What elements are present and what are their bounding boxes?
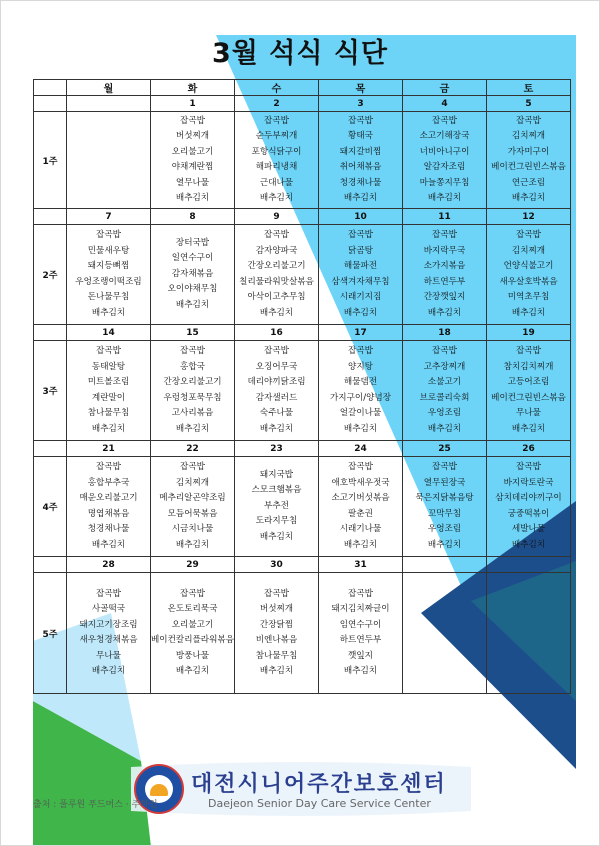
menu-item: 야채계란찜 [171,162,214,172]
date-row [34,325,571,341]
menu-cell [487,341,571,441]
menu-cell [319,573,403,694]
menu-item: 취어채볶음 [339,162,382,172]
menu-item: 우렁청포묵무침 [163,392,222,403]
date-row [34,96,571,112]
menu-item: 배추김치 [175,423,210,434]
menu-item: 홍합국 [180,361,205,372]
menu-item: 해파리냉채 [255,162,298,172]
menu-item: 숙주나물 [259,408,294,418]
menu-item: 잡곡밥 [516,346,541,356]
menu-item: 배추김치 [175,666,210,676]
menu-item: 배추김치 [259,307,294,318]
menu-item: 너비아니구이 [419,146,470,157]
menu-cell [403,225,487,325]
menu-item: 간장오리불고기 [247,261,306,271]
menu-item: 얼갈이나물 [339,408,382,418]
day-header: 목 [319,80,403,96]
menu-item: 간장닭찜 [259,619,294,630]
menu-item: 잡곡밥 [348,230,373,240]
menu-item: 미역초무침 [507,292,550,302]
menu-item: 잡곡밥 [516,115,541,126]
menu-item: 근대나물 [259,177,294,188]
date-cell: 16 [235,325,319,341]
menu-item: 잡곡밥 [432,346,457,356]
menu-item: 잡곡밥 [264,588,289,599]
date-cell: 28 [67,557,151,573]
menu-item: 잡곡밥 [264,115,289,126]
menu-item: 브로콜리숙회 [419,392,470,403]
menu-cell [319,112,403,209]
date-cell: 5 [487,96,571,112]
menu-item: 잡곡밥 [180,346,205,356]
menu-item: 고사리볶음 [171,408,214,418]
menu-item: 시금치나물 [171,524,214,534]
menu-item: 고추장찌개 [423,361,466,372]
menu-cell [151,573,235,694]
date-cell: 8 [151,209,235,225]
menu-item: 청경채나물 [87,524,130,534]
menu-item: 돼지김치짜글이 [331,604,390,614]
menu-item: 감자양파국 [255,245,298,256]
menu-item: 배추김치 [511,539,546,550]
menu-cell [235,573,319,694]
menu-row [34,341,571,441]
menu-item: 배추김치 [427,539,462,550]
menu-item: 열무나물 [175,177,210,188]
menu-item: 잡곡밥 [348,588,373,599]
date-cell: 11 [403,209,487,225]
menu-item: 배추김치 [427,423,462,434]
menu-item: 배추김치 [91,539,126,550]
menu-item: 배추김치 [427,193,462,203]
menu-row [34,225,571,325]
menu-item: 배추김치 [91,307,126,318]
menu-item: 마늘쫑지무침 [419,177,470,188]
menu-item: 고등어조림 [507,377,550,387]
menu-item: 도라지무침 [255,516,298,527]
date-cell: 29 [151,557,235,573]
date-cell: 30 [235,557,319,573]
menu-item: 배추김치 [343,539,378,550]
date-cell: 12 [487,209,571,225]
menu-cell [319,457,403,557]
menu-item: 순두부찌개 [255,131,298,141]
menu-item: 매운오리불고기 [79,493,138,503]
week-label: 4주 [34,457,67,557]
menu-item: 온도토리묵국 [167,604,218,614]
menu-item: 팔춘권 [348,508,373,519]
menu-cell [235,225,319,325]
menu-item: 임연수구이 [339,619,382,630]
menu-item: 잡곡밥 [180,462,205,472]
menu-item: 잡곡밥 [348,346,373,356]
menu-item: 베이컨그린빈스볶음 [491,392,566,403]
day-header: 화 [151,80,235,96]
menu-item: 배추김치 [511,423,546,434]
menu-item: 무나물 [96,650,121,661]
menu-cell [67,573,151,694]
menu-cell [487,573,571,694]
menu-item: 우엉조랭이떡조림 [75,276,142,287]
menu-cell [319,341,403,441]
menu-item: 일연수구이 [171,253,214,264]
menu-item: 새우청경채볶음 [79,635,138,645]
menu-item: 연근조림 [511,177,546,188]
date-cell: 24 [319,441,403,457]
menu-item: 간장깻잎지 [423,292,466,302]
date-row [34,441,571,457]
menu-item: 배추김치 [343,307,378,318]
menu-item: 청경채나물 [339,177,382,188]
date-cell: 19 [487,325,571,341]
menu-item: 시래기지짐 [339,292,382,302]
menu-item: 김치찌개 [511,131,546,141]
menu-item: 민물새우탕 [87,245,130,256]
date-row-label [34,325,67,341]
menu-item: 묵은지닭볶음탕 [415,493,474,503]
day-header: 금 [403,80,487,96]
menu-item: 참치김치찌개 [503,361,554,372]
menu-item: 김치찌개 [175,477,210,488]
menu-item: 돼지국밥 [259,469,294,480]
menu-item: 하트연두부 [423,276,466,287]
date-cell: 25 [403,441,487,457]
menu-item: 가자미구이 [507,146,550,157]
menu-item: 베이컨그린빈스볶음 [491,162,566,172]
menu-item: 장터국밥 [175,237,210,248]
menu-cell [235,457,319,557]
menu-item: 오이야채무침 [167,284,218,295]
menu-item: 배추김치 [259,666,294,676]
menu-item: 배추김치 [259,423,294,434]
menu-cell [487,457,571,557]
menu-item: 궁중떡볶이 [507,508,550,519]
corner-cell [34,80,67,96]
menu-item: 우엉조림 [427,524,462,534]
menu-item: 아삭이고추무침 [247,292,306,302]
menu-item: 해물파전 [343,261,378,271]
menu-cell [67,225,151,325]
menu-item: 배추김치 [343,193,378,203]
menu-cell [403,341,487,441]
menu-item: 돼지등뼈찜 [87,261,130,271]
menu-cell [487,112,571,209]
menu-item: 소불고기 [427,377,462,387]
menu-item: 베이컨칼리플라워볶음 [151,635,235,645]
menu-item: 배추김치 [259,531,294,542]
menu-item: 감자채볶음 [171,268,214,279]
menu-item: 잡곡밥 [180,588,205,599]
menu-item: 배추김치 [343,666,378,676]
date-cell: 4 [403,96,487,112]
date-cell: 1 [151,96,235,112]
date-row-label [34,209,67,225]
menu-item: 사골떡국 [91,604,126,614]
date-cell: 18 [403,325,487,341]
date-cell [487,557,571,573]
menu-item: 버섯찌개 [175,131,210,141]
menu-item: 배추김치 [175,193,210,203]
menu-item: 가지구이/양념장 [329,392,391,403]
menu-item: 감자샐러드 [255,392,298,403]
date-cell [403,557,487,573]
menu-item: 미트볼조림 [87,377,130,387]
week-label: 1주 [34,112,67,209]
menu-item: 잡곡밥 [432,115,457,126]
menu-item: 참나물무침 [255,650,298,661]
menu-row [34,112,571,209]
day-header: 수 [235,80,319,96]
date-row-label [34,557,67,573]
date-cell [67,96,151,112]
menu-item: 배추김치 [91,666,126,676]
day-header-row [34,80,571,96]
menu-item: 간장오리불고기 [163,377,222,387]
menu-cell [403,457,487,557]
menu-item: 명엽채볶음 [87,508,130,519]
menu-item: 돈나물무침 [87,292,130,302]
menu-item: 새우살호박볶음 [499,276,558,287]
menu-cell [487,225,571,325]
date-cell: 22 [151,441,235,457]
week-label: 2주 [34,225,67,325]
menu-cell [151,341,235,441]
menu-item: 바지락토란국 [503,477,554,488]
date-cell: 15 [151,325,235,341]
menu-cell [67,457,151,557]
menu-item: 잡곡밥 [432,230,457,240]
date-cell: 10 [319,209,403,225]
menu-item: 하트연두부 [339,635,382,645]
menu-item: 참나물무침 [87,408,130,418]
menu-item: 데리야끼닭조림 [247,377,306,387]
menu-item: 해물뎀전 [343,377,378,387]
menu-item: 잡곡밥 [516,230,541,240]
date-row [34,557,571,573]
menu-cell [151,457,235,557]
menu-item: 오리불고기 [171,619,214,630]
menu-cell [151,225,235,325]
date-row-label [34,441,67,457]
menu-item: 소가지볶음 [423,261,466,271]
menu-item: 바지락무국 [423,245,466,256]
menu-item: 잡곡밥 [96,588,121,599]
menu-item: 버섯찌개 [259,604,294,614]
day-header: 토 [487,80,571,96]
menu-item: 배추김치 [175,299,210,310]
menu-cell [151,112,235,209]
menu-item: 배추김치 [511,307,546,318]
menu-item: 메추리알곤약조림 [159,493,226,503]
date-cell: 31 [319,557,403,573]
date-row-label [34,96,67,112]
menu-item: 무나물 [516,408,541,418]
menu-item: 잡곡밥 [432,462,457,472]
menu-item: 오징어무국 [255,361,298,372]
menu-item: 삼치데리야끼구이 [495,493,562,503]
menu-item: 애호박새우젓국 [331,477,390,488]
menu-cell [319,225,403,325]
menu-item: 동태알탕 [91,361,126,372]
date-cell: 14 [67,325,151,341]
menu-item: 깻잎지 [348,650,373,661]
date-cell: 3 [319,96,403,112]
menu-item: 닭곰탕 [348,245,373,256]
menu-item: 돼지고기장조림 [79,619,138,630]
menu-item: 소고기버섯볶음 [331,493,390,503]
menu-item: 잡곡밥 [348,115,373,126]
menu-cell [403,112,487,209]
menu-item: 소고기해장국 [419,131,470,141]
menu-item: 비엔나볶음 [255,635,298,645]
menu-item: 배추김치 [175,539,210,550]
menu-cell [235,341,319,441]
menu-cell [67,112,151,209]
menu-row [34,573,571,694]
menu-item: 잡곡밥 [96,230,121,240]
menu-item: 방풍나물 [175,650,210,661]
menu-item: 모듬어묵볶음 [167,508,218,519]
menu-item: 우엉조림 [427,408,462,418]
menu-item: 배추김치 [91,423,126,434]
menu-cell [403,573,487,694]
menu-item: 오리불고기 [171,146,214,157]
menu-item: 잡곡밥 [348,462,373,472]
menu-table [33,79,571,694]
menu-cell [235,112,319,209]
menu-item: 잡곡밥 [264,230,289,240]
menu-row [34,457,571,557]
menu-item: 언양식불고기 [503,261,554,271]
menu-item: 양지탕 [348,361,373,372]
day-header: 월 [67,80,151,96]
menu-item: 잡곡밥 [180,115,205,126]
menu-item: 칠리물라워맛살볶음 [239,276,314,287]
center-name-english: Daejeon Senior Day Care Service Center [208,797,431,810]
menu-item: 스모크햄볶음 [251,485,302,496]
menu-item: 배추김치 [259,193,294,203]
menu-item: 열무된장국 [423,477,466,488]
page-title: 3월 석식 식단 [212,38,388,69]
date-cell: 9 [235,209,319,225]
menu-item: 잡곡밥 [96,462,121,472]
menu-item: 세발나물 [511,524,546,534]
date-cell: 2 [235,96,319,112]
menu-item: 배추김치 [427,307,462,318]
center-name: 대전시니어주간보호센터 [191,772,447,797]
menu-item: 잡곡밥 [516,462,541,472]
date-cell: 23 [235,441,319,457]
date-cell: 17 [319,325,403,341]
date-cell: 7 [67,209,151,225]
menu-item: 꼬막무침 [427,508,462,519]
date-row [34,209,571,225]
menu-item: 김치찌개 [511,245,546,256]
menu-cell [67,341,151,441]
source-note: 출처 : 풀루원 푸드머스 · 주하인 [33,800,158,810]
menu-item: 홍합부추국 [87,477,130,488]
menu-item: 계란말이 [91,392,126,403]
menu-item: 삼색겨자채무침 [331,276,390,287]
menu-item: 잡곡밥 [264,346,289,356]
menu-item: 알감자조림 [423,162,466,172]
menu-item: 황태국 [348,131,373,141]
menu-item: 배추김치 [511,193,546,203]
menu-item: 배추김치 [343,423,378,434]
week-label: 5주 [34,573,67,694]
menu-item: 시래기나물 [339,524,382,534]
week-label: 3주 [34,341,67,441]
date-cell: 21 [67,441,151,457]
menu-item: 포항식닭구이 [251,146,302,157]
menu-item: 부추전 [264,500,289,511]
menu-item: 돼지갈비찜 [339,146,382,157]
date-cell: 26 [487,441,571,457]
menu-item: 잡곡밥 [96,346,121,356]
